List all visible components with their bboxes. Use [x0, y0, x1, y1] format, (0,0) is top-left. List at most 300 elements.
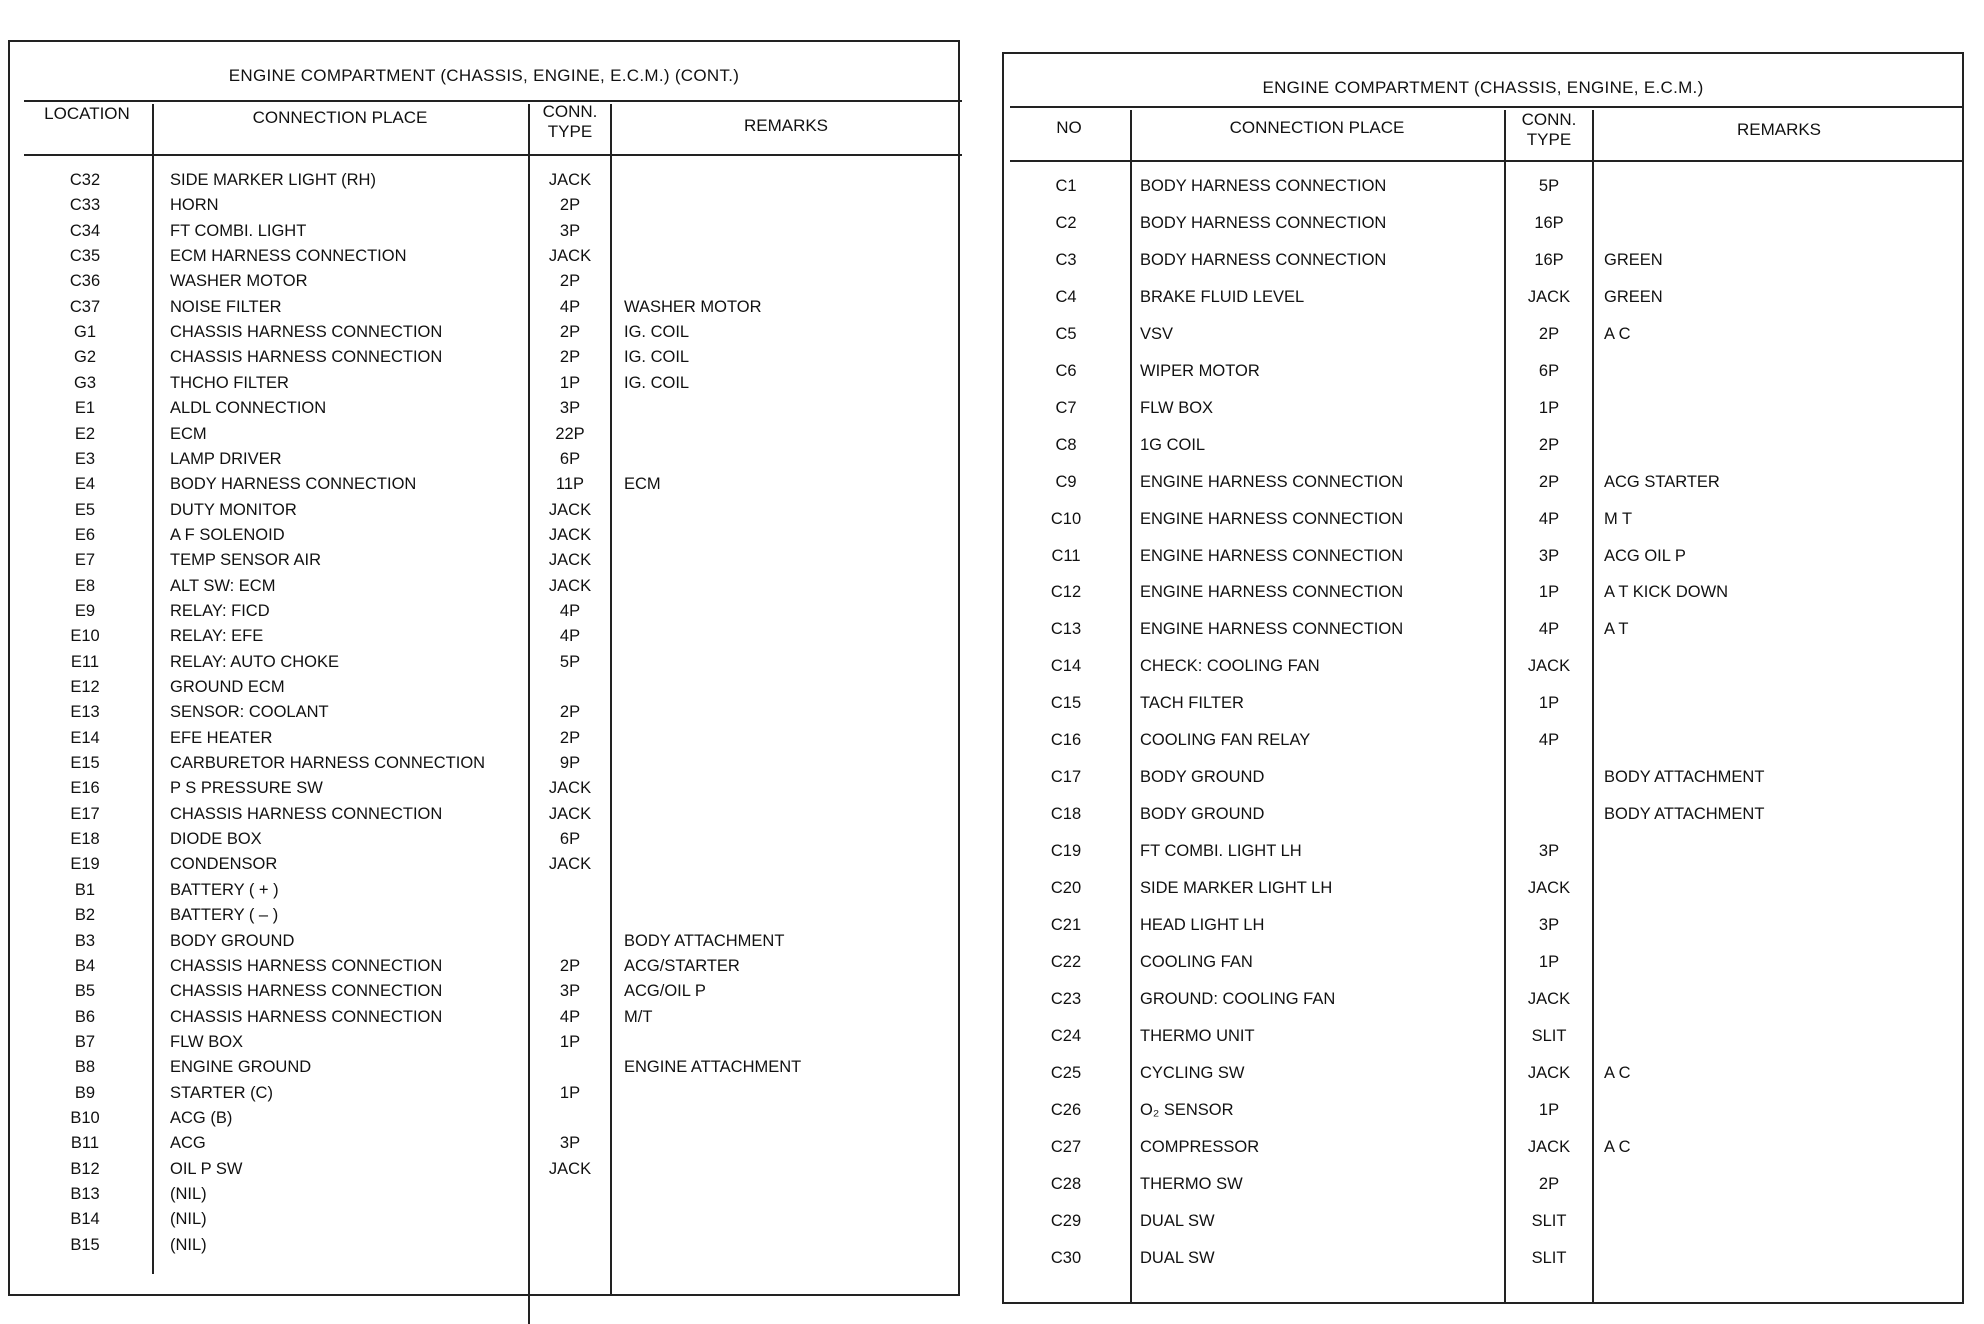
connection-place-cell: BODY HARNESS CONNECTION	[1140, 250, 1387, 269]
location-cell: C25	[1050, 1063, 1082, 1082]
connection-place-cell: ENGINE HARNESS CONNECTION	[1140, 583, 1404, 602]
left-header-place: CONNECTION PLACE	[252, 108, 428, 127]
connection-place-cell: HORN	[170, 196, 219, 215]
table-row	[1004, 1209, 1962, 1234]
conn-type-cell: 1P	[1538, 583, 1560, 602]
table-row	[1004, 580, 1962, 605]
connection-place-cell: BATTERY ( + )	[170, 880, 279, 899]
location-cell: C30	[1050, 1248, 1082, 1267]
connection-place-cell: DUAL SW	[1140, 1211, 1215, 1230]
conn-type-cell: 4P	[1538, 509, 1560, 528]
location-cell: C12	[1050, 583, 1082, 602]
connection-place-cell: LAMP DRIVER	[170, 449, 282, 468]
connection-place-cell: THCHO FILTER	[170, 373, 289, 392]
location-cell: C9	[1055, 472, 1077, 491]
table-row	[10, 1081, 958, 1106]
location-cell: E7	[74, 551, 96, 570]
conn-type-cell: JACK	[548, 247, 592, 266]
location-cell: B7	[74, 1032, 96, 1051]
remarks-cell: IG. COIL	[624, 373, 690, 392]
location-cell: G2	[73, 348, 96, 367]
conn-type-cell: 5P	[559, 652, 581, 671]
conn-type-cell: 1P	[1538, 398, 1560, 417]
location-cell: E9	[74, 601, 96, 620]
conn-type-cell: JACK	[1527, 657, 1571, 676]
table-row	[1004, 248, 1962, 273]
location-cell: E14	[70, 728, 100, 747]
connection-place-cell: NOISE FILTER	[170, 297, 282, 316]
remarks-cell: WASHER MOTOR	[624, 297, 762, 316]
right-title-divider	[1010, 106, 1964, 108]
location-cell: E17	[70, 804, 100, 823]
connection-place-cell: BODY GROUND	[1140, 768, 1265, 787]
conn-type-cell: JACK	[1527, 1137, 1571, 1156]
location-cell: C16	[1050, 731, 1082, 750]
remarks-cell: IG. COIL	[624, 323, 690, 342]
table-row	[10, 422, 958, 447]
table-row	[1004, 1246, 1962, 1271]
location-cell: C7	[1055, 398, 1077, 417]
location-cell: C1	[1055, 177, 1077, 195]
conn-type-cell: 16P	[1534, 213, 1564, 232]
location-cell: C22	[1050, 952, 1082, 971]
conn-type-cell: JACK	[1527, 879, 1571, 898]
location-cell: C14	[1050, 657, 1082, 676]
location-cell: E5	[74, 500, 96, 519]
left-header-divider	[24, 154, 962, 156]
conn-type-cell: 1P	[1538, 694, 1560, 713]
location-cell: C21	[1050, 916, 1082, 934]
connection-place-cell: DIODE BOX	[170, 830, 262, 849]
connection-place-cell: RELAY: EFE	[170, 627, 264, 646]
table-row	[10, 1030, 958, 1055]
table-row	[10, 396, 958, 421]
connection-place-cell: CHASSIS HARNESS CONNECTION	[170, 348, 443, 367]
table-row	[10, 700, 958, 725]
conn-type-cell: 4P	[559, 601, 581, 620]
location-cell: E15	[70, 754, 100, 773]
table-row	[10, 345, 958, 370]
conn-type-cell: 2P	[559, 348, 581, 367]
remarks-cell: GREEN	[1604, 250, 1663, 269]
conn-type-cell: 2P	[559, 323, 581, 342]
connection-place-cell: SIDE MARKER LIGHT (RH)	[170, 171, 376, 189]
table-row	[10, 979, 958, 1004]
location-cell: E16	[70, 779, 100, 798]
table-row	[10, 1157, 958, 1182]
left-table	[8, 40, 960, 1296]
connection-place-cell: ENGINE HARNESS CONNECTION	[1140, 620, 1404, 639]
location-cell: B5	[74, 982, 96, 1001]
location-cell: E13	[70, 703, 100, 722]
table-row	[10, 827, 958, 852]
table-row	[1004, 1061, 1962, 1086]
table-row	[1004, 544, 1962, 569]
table-row	[10, 498, 958, 523]
connection-place-cell: (NIL)	[170, 1210, 207, 1229]
conn-type-cell: 3P	[559, 399, 581, 418]
connection-place-cell: RELAY: AUTO CHOKE	[170, 652, 340, 671]
table-row	[10, 295, 958, 320]
location-cell: C6	[1055, 361, 1077, 380]
connection-place-cell: ENGINE HARNESS CONNECTION	[1140, 509, 1404, 528]
remarks-cell: BODY ATTACHMENT	[1604, 768, 1765, 787]
table-row	[10, 650, 958, 675]
conn-type-cell: 2P	[1538, 324, 1560, 343]
connection-place-cell: O₂ SENSOR	[1140, 1100, 1234, 1119]
connection-place-cell: EFE HEATER	[170, 728, 273, 747]
location-cell: B11	[70, 1134, 100, 1153]
connection-place-cell: BRAKE FLUID LEVEL	[1140, 287, 1305, 306]
location-cell: C26	[1050, 1100, 1082, 1119]
connection-place-cell: CHASSIS HARNESS CONNECTION	[170, 804, 443, 823]
location-cell: C33	[69, 196, 101, 215]
connection-place-cell: THERMO UNIT	[1140, 1026, 1255, 1045]
connection-place-cell: CHASSIS HARNESS CONNECTION	[170, 956, 443, 975]
location-cell: C13	[1050, 620, 1082, 639]
conn-type-cell: 4P	[559, 627, 581, 646]
connection-place-cell: FT COMBI. LIGHT	[170, 221, 307, 240]
connection-place-cell: DUTY MONITOR	[170, 500, 297, 519]
table-row	[1004, 211, 1962, 236]
connection-place-cell: VSV	[1140, 324, 1174, 343]
table-row	[10, 726, 958, 751]
connection-place-cell: FT COMBI. LIGHT LH	[1140, 842, 1302, 861]
location-cell: E19	[70, 855, 100, 874]
location-cell: C4	[1055, 287, 1077, 306]
location-cell: C29	[1050, 1211, 1082, 1230]
conn-type-cell: 2P	[1538, 1174, 1560, 1193]
remarks-cell: A T KICK DOWN	[1604, 583, 1729, 602]
right-header-remarks: REMARKS	[1736, 120, 1822, 139]
conn-type-cell: 4P	[559, 1007, 581, 1026]
location-cell: B8	[74, 1058, 96, 1077]
location-cell: B13	[70, 1185, 100, 1203]
table-row	[10, 1106, 958, 1131]
conn-type-cell: 2P	[559, 272, 581, 291]
remarks-cell: M T	[1604, 509, 1633, 528]
location-cell: C8	[1055, 435, 1077, 454]
table-row	[1004, 654, 1962, 679]
remarks-cell: ACG STARTER	[1604, 472, 1720, 491]
table-row	[10, 371, 958, 396]
location-cell: B12	[70, 1159, 100, 1178]
conn-type-cell: JACK	[548, 171, 592, 189]
conn-type-cell: 3P	[559, 221, 581, 240]
conn-type-cell: 3P	[1538, 916, 1560, 934]
connection-place-cell: (NIL)	[170, 1185, 207, 1203]
table-row	[10, 1055, 958, 1080]
left-header-type-2: TYPE	[547, 122, 593, 141]
conn-type-cell: 6P	[559, 830, 581, 849]
conn-type-cell: JACK	[548, 525, 592, 544]
connection-place-cell: FLW BOX	[170, 1032, 244, 1051]
conn-type-cell: 16P	[1534, 250, 1564, 269]
left-title-divider	[24, 100, 962, 102]
connection-place-cell: THERMO SW	[1140, 1174, 1243, 1193]
connection-place-cell: WIPER MOTOR	[1140, 361, 1260, 380]
connection-place-cell: DUAL SW	[1140, 1248, 1215, 1267]
connection-place-cell: BODY HARNESS CONNECTION	[1140, 213, 1387, 232]
right-table-title: ENGINE COMPARTMENT (CHASSIS, ENGINE, E.C.M.)	[1262, 78, 1704, 97]
connection-place-cell: CHASSIS HARNESS CONNECTION	[170, 982, 443, 1001]
connection-place-cell: A F SOLENOID	[170, 525, 285, 544]
table-row	[10, 574, 958, 599]
location-cell: B9	[74, 1083, 96, 1102]
location-cell: E1	[74, 399, 96, 418]
conn-type-cell: 1P	[1538, 1100, 1560, 1119]
table-row	[1004, 322, 1962, 347]
conn-type-cell: 22P	[555, 424, 585, 443]
conn-type-cell: 4P	[559, 297, 581, 316]
table-row	[1004, 617, 1962, 642]
remarks-cell: IG. COIL	[624, 348, 690, 367]
remarks-cell: ECM	[624, 475, 661, 494]
connection-place-cell: 1G COIL	[1140, 435, 1206, 454]
connection-place-cell: BODY GROUND	[1140, 805, 1265, 824]
table-row	[10, 219, 958, 244]
location-cell: C11	[1051, 546, 1081, 565]
location-cell: B3	[74, 931, 96, 950]
location-cell: C24	[1050, 1026, 1082, 1045]
table-row	[1004, 1098, 1962, 1123]
conn-type-cell: JACK	[548, 855, 592, 874]
conn-type-cell: 3P	[1538, 842, 1560, 861]
connection-place-cell: COOLING FAN RELAY	[1140, 731, 1311, 750]
connection-place-cell: BODY HARNESS CONNECTION	[170, 475, 417, 494]
location-cell: C23	[1050, 989, 1082, 1008]
table-row	[10, 852, 958, 877]
conn-type-cell: JACK	[548, 551, 592, 570]
connection-place-cell: GROUND: COOLING FAN	[1140, 989, 1336, 1008]
conn-type-cell: 5P	[1538, 177, 1560, 195]
conn-type-cell: 1P	[559, 1032, 581, 1051]
connection-place-cell: GROUND ECM	[170, 678, 285, 696]
location-cell: C28	[1050, 1174, 1082, 1193]
table-row	[10, 193, 958, 218]
location-cell: B10	[70, 1108, 100, 1127]
connection-place-cell: (NIL)	[170, 1235, 207, 1254]
connection-place-cell: ALDL CONNECTION	[170, 399, 327, 418]
table-row	[10, 447, 958, 472]
table-row	[1004, 285, 1962, 310]
table-row	[10, 751, 958, 776]
conn-type-cell: 3P	[559, 982, 581, 1001]
conn-type-cell: JACK	[548, 1159, 592, 1178]
conn-type-cell: 3P	[559, 1134, 581, 1153]
table-row	[10, 954, 958, 979]
connection-place-cell: SENSOR: COOLANT	[170, 703, 329, 722]
remarks-cell: GREEN	[1604, 287, 1663, 306]
location-cell: E2	[74, 424, 96, 443]
connection-place-cell: OIL P SW	[170, 1159, 243, 1178]
connection-place-cell: ACG (B)	[170, 1108, 233, 1127]
remarks-cell: A C	[1604, 1063, 1631, 1082]
location-cell: E6	[74, 525, 96, 544]
conn-type-cell: 2P	[559, 196, 581, 215]
conn-type-cell: 1P	[559, 1083, 581, 1102]
table-row	[10, 1131, 958, 1156]
conn-type-cell: JACK	[1527, 287, 1571, 306]
conn-type-cell: JACK	[548, 804, 592, 823]
location-cell: E3	[74, 449, 96, 468]
location-cell: G1	[73, 323, 96, 342]
table-row	[1004, 950, 1962, 975]
table-row	[1004, 876, 1962, 901]
conn-type-cell: SLIT	[1531, 1248, 1567, 1267]
connection-place-cell: FLW BOX	[1140, 398, 1214, 417]
remarks-cell: ACG/OIL P	[624, 982, 706, 1001]
table-row	[10, 320, 958, 345]
table-row	[10, 472, 958, 497]
connection-place-cell: ALT SW: ECM	[170, 576, 276, 595]
connection-place-cell: ENGINE HARNESS CONNECTION	[1140, 546, 1404, 565]
conn-type-cell: 2P	[1538, 472, 1560, 491]
table-row	[1004, 728, 1962, 753]
table-row	[10, 878, 958, 903]
conn-type-cell: 2P	[559, 703, 581, 722]
location-cell: C3	[1055, 250, 1077, 269]
connection-place-cell: TACH FILTER	[1140, 694, 1244, 713]
table-row	[10, 1005, 958, 1030]
location-cell: C20	[1050, 879, 1082, 898]
connection-place-cell: TEMP SENSOR AIR	[170, 551, 321, 570]
left-header-location: LOCATION	[44, 104, 130, 123]
conn-type-cell: SLIT	[1531, 1211, 1567, 1230]
conn-type-cell: JACK	[1527, 1063, 1571, 1082]
location-cell: B2	[74, 906, 96, 925]
location-cell: C18	[1050, 805, 1082, 824]
table-row	[1004, 470, 1962, 495]
table-row	[10, 168, 958, 193]
remarks-cell: A C	[1604, 324, 1631, 343]
connection-place-cell: ECM	[170, 424, 207, 443]
table-row	[1004, 691, 1962, 716]
location-cell: C35	[69, 247, 101, 266]
table-row	[10, 675, 958, 700]
remarks-cell: A T	[1604, 620, 1629, 639]
table-row	[10, 269, 958, 294]
connection-place-cell: P S PRESSURE SW	[170, 779, 323, 798]
location-cell: C36	[69, 272, 101, 291]
location-cell: C15	[1050, 694, 1082, 713]
connection-place-cell: ECM HARNESS CONNECTION	[170, 247, 407, 266]
remarks-cell: ACG/STARTER	[624, 956, 740, 975]
conn-type-cell: 2P	[559, 956, 581, 975]
connection-place-cell: STARTER (C)	[170, 1083, 273, 1102]
connection-place-cell: BODY HARNESS CONNECTION	[1140, 177, 1387, 195]
table-row	[10, 523, 958, 548]
conn-type-cell: JACK	[1527, 989, 1571, 1008]
conn-type-cell: JACK	[548, 576, 592, 595]
location-cell: E18	[70, 830, 100, 849]
remarks-cell: BODY ATTACHMENT	[1604, 805, 1765, 824]
connection-place-cell: CHASSIS HARNESS CONNECTION	[170, 1007, 443, 1026]
table-row	[1004, 765, 1962, 790]
table-row	[10, 1207, 958, 1232]
location-cell: B1	[74, 880, 96, 899]
table-row	[10, 599, 958, 624]
table-row	[1004, 802, 1962, 827]
right-header-divider	[1010, 160, 1964, 162]
connection-place-cell: SIDE MARKER LIGHT LH	[1140, 879, 1333, 898]
conn-type-cell: 9P	[559, 754, 581, 773]
table-row	[1004, 839, 1962, 864]
connection-place-cell: CHASSIS HARNESS CONNECTION	[170, 323, 443, 342]
location-cell: G3	[73, 373, 96, 392]
location-cell: B4	[74, 956, 96, 975]
connection-place-cell: HEAD LIGHT LH	[1140, 916, 1265, 934]
right-header-place: CONNECTION PLACE	[1229, 118, 1405, 137]
connection-place-cell: CARBURETOR HARNESS CONNECTION	[170, 754, 486, 773]
table-row	[10, 929, 958, 954]
table-row	[1004, 1135, 1962, 1160]
table-row	[10, 802, 958, 827]
location-cell: C2	[1055, 213, 1077, 232]
remarks-cell: ACG OIL P	[1604, 546, 1686, 565]
connection-place-cell: ENGINE GROUND	[170, 1058, 312, 1077]
connection-place-cell: CHECK: COOLING FAN	[1140, 657, 1320, 676]
table-row	[10, 244, 958, 269]
table-row	[10, 776, 958, 801]
location-cell: C34	[69, 221, 101, 240]
connection-place-cell: RELAY: FICD	[170, 601, 270, 620]
conn-type-cell: 2P	[559, 728, 581, 747]
location-cell: E4	[74, 475, 96, 494]
conn-type-cell: JACK	[548, 779, 592, 798]
conn-type-cell: 6P	[1538, 361, 1560, 380]
location-cell: E8	[74, 576, 96, 595]
location-cell: E12	[70, 678, 100, 696]
table-row	[1004, 359, 1962, 384]
connection-place-cell: COOLING FAN	[1140, 952, 1253, 971]
right-header-location: NO	[1056, 118, 1082, 137]
table-row	[1004, 174, 1962, 199]
right-header-type-1: CONN.	[1521, 110, 1577, 129]
connection-place-cell: ACG	[170, 1134, 206, 1153]
remarks-cell: BODY ATTACHMENT	[624, 931, 785, 950]
conn-type-cell: JACK	[548, 500, 592, 519]
table-row	[1004, 913, 1962, 938]
location-cell: C19	[1050, 842, 1082, 861]
conn-type-cell: 1P	[1538, 952, 1560, 971]
table-row	[10, 1182, 958, 1207]
table-row	[10, 1233, 958, 1258]
location-cell: C32	[69, 171, 101, 189]
location-cell: B15	[70, 1235, 100, 1254]
location-cell: E11	[70, 652, 100, 671]
left-header-remarks: REMARKS	[743, 116, 829, 135]
location-cell: B14	[70, 1210, 100, 1229]
table-row	[1004, 433, 1962, 458]
remarks-cell: ENGINE ATTACHMENT	[624, 1058, 802, 1077]
table-row	[10, 903, 958, 928]
location-cell: B6	[74, 1007, 96, 1026]
connection-place-cell: WASHER MOTOR	[170, 272, 308, 291]
location-cell: C5	[1055, 324, 1077, 343]
table-row	[10, 548, 958, 573]
conn-type-cell: 2P	[1538, 435, 1560, 454]
remarks-cell: M/T	[624, 1007, 653, 1026]
connection-place-cell: CONDENSOR	[170, 855, 278, 874]
left-table-title: ENGINE COMPARTMENT (CHASSIS, ENGINE, E.C.M.) (CONT.)	[228, 66, 740, 85]
location-cell: E10	[70, 627, 100, 646]
location-cell: C10	[1050, 509, 1082, 528]
table-row	[1004, 1024, 1962, 1049]
conn-type-cell: 6P	[559, 449, 581, 468]
table-row	[1004, 1172, 1962, 1197]
table-row	[1004, 396, 1962, 421]
